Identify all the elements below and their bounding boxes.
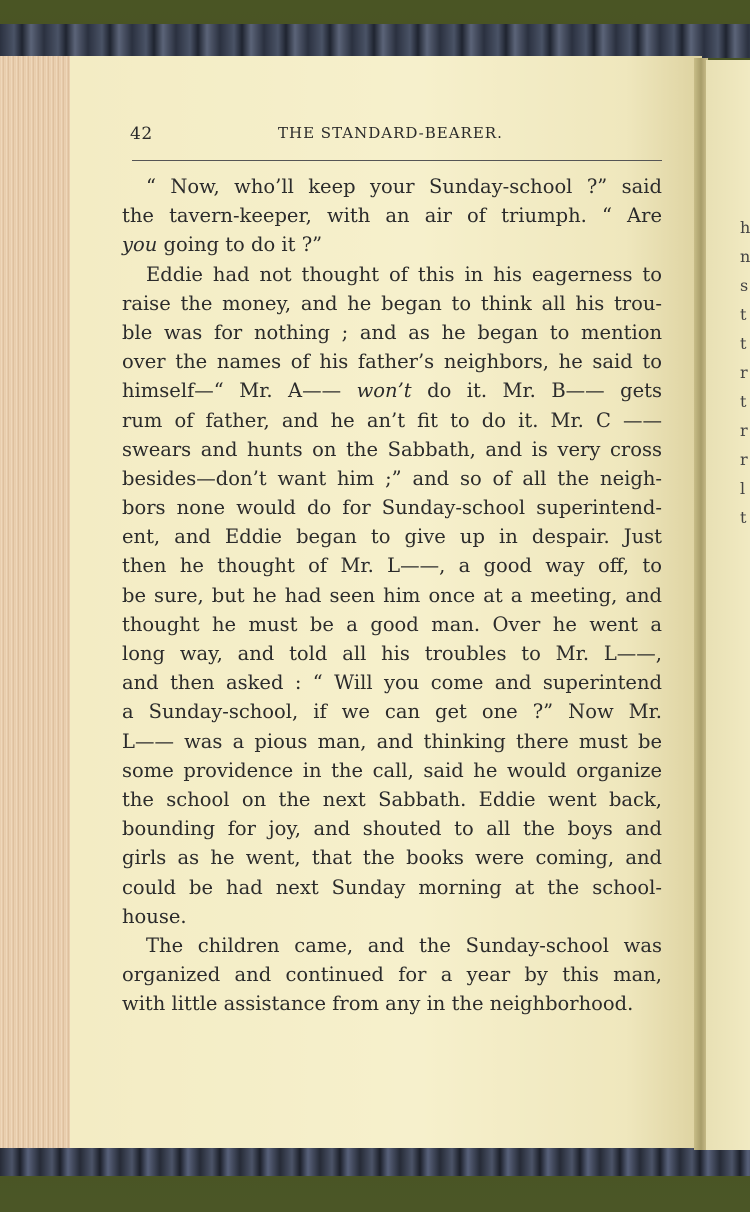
facing-page-glyph: t	[740, 334, 747, 353]
text-line: a Sunday-school, if we can get one ?” Now Mr.	[122, 700, 662, 724]
page-header	[130, 124, 660, 150]
facing-page-glyph: t	[740, 305, 747, 324]
text-line: rum of father, and he an’t fit to do it. Mr. C ——	[122, 408, 662, 432]
page-number: 42	[130, 124, 153, 144]
facing-page-glyph: r	[740, 421, 748, 440]
text-line	[122, 376, 662, 405]
body-text	[122, 172, 662, 1018]
text-line: swears and hunts on the Sabbath, and is very cross	[122, 437, 662, 461]
text-line	[122, 230, 662, 259]
page-edges	[0, 56, 76, 1148]
header-rule	[132, 160, 662, 161]
text-line: bounding for joy, and shouted to all the boys and	[122, 817, 662, 841]
facing-page-glyph: n	[740, 247, 750, 266]
facing-page-glyph: t	[740, 392, 747, 411]
text-line: and then asked : “ Will you come and superintend	[122, 671, 662, 695]
text-line: thought he must be a good man. Over he went a	[122, 612, 662, 636]
text-line: Eddie had not thought of this in his eagerness to	[146, 262, 662, 286]
facing-page-glyph: l	[740, 479, 746, 498]
italic-text: won’t	[356, 379, 412, 403]
facing-page-glyph: r	[740, 450, 748, 469]
text-line: long way, and told all his troubles to Mr. L——,	[122, 642, 662, 665]
text-line: over the names of his father’s neighbors, he said to	[122, 350, 662, 374]
facing-page-glyph: s	[740, 276, 749, 295]
text-segment: going to do it ?”	[157, 233, 323, 257]
text-line: ble was for nothing ; and as he began to mention	[122, 320, 662, 344]
text-line: then he thought of Mr. L——, a good way off, to	[122, 554, 662, 578]
facing-page-glyph: t	[740, 508, 747, 527]
facing-page-glyph: h	[740, 218, 750, 237]
facing-page-edge	[706, 60, 750, 1150]
text-line: be sure, but he had seen him once at a meeting, and	[122, 583, 662, 607]
book-cover-top-edge	[0, 24, 750, 58]
text-segment: do it. Mr. B—— gets	[411, 379, 662, 403]
text-segment: himself—“ Mr. A——	[122, 379, 357, 403]
text-line: girls as he went, that the books were coming, and	[122, 846, 662, 870]
italic-text: you	[122, 233, 158, 257]
text-line: besides—don’t want him ;” and so of all the neigh-	[122, 466, 662, 490]
text-line: house.	[122, 904, 187, 928]
book-cover-bottom-edge	[0, 1146, 750, 1176]
text-line: L—— was a pious man, and thinking there must be	[122, 729, 662, 753]
text-line: raise the money, and he began to think all his trou-	[122, 291, 662, 315]
text-line: The children came, and the Sunday-school was	[146, 933, 662, 957]
text-line: ent, and Eddie began to give up in despair. Just	[122, 525, 662, 549]
text-line: could be had next Sunday morning at the school-	[122, 875, 662, 899]
text-line: “ Now, who’ll keep your Sunday-school ?” said	[146, 175, 662, 198]
running-head: THE STANDARD-BEARER.	[278, 124, 503, 142]
text-line: with little assistance from any in the neighborhood.	[122, 992, 634, 1016]
text-line: organized and continued for a year by this man,	[122, 963, 662, 987]
facing-page-glyph: r	[740, 363, 748, 382]
text-line: some providence in the call, said he would organize	[122, 758, 662, 782]
text-line: bors none would do for Sunday-school superintend-	[122, 496, 662, 520]
text-line: the school on the next Sabbath. Eddie went back,	[122, 787, 662, 811]
text-line: the tavern-keeper, with an air of triumph. “ Are	[122, 204, 662, 228]
